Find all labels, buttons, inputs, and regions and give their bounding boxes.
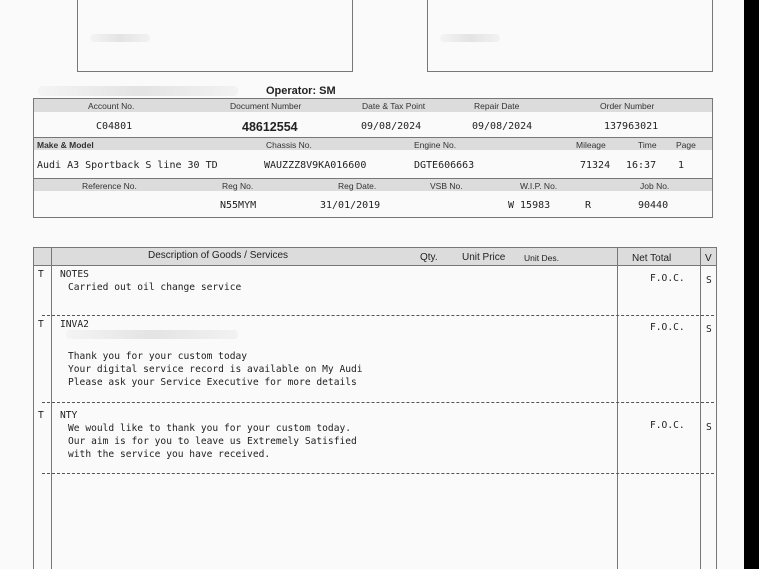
items-header-bar [34,248,716,265]
col-unit-des: Unit Des. [524,253,559,263]
value-account-no: C04801 [96,121,133,132]
item-title: INVA2 [60,319,89,330]
item-vat-code: S [706,275,712,286]
col-net-total: Net Total [632,253,672,264]
item-net-total: F.O.C. [650,322,685,333]
label-reg-no: Reg No. [222,181,254,191]
label-mileage: Mileage [576,140,606,150]
item-line: We would like to thank you for your custom today. [68,423,352,434]
label-date-tax-point: Date & Tax Point [362,101,426,111]
item-code: T [38,410,44,421]
label-time: Time [638,140,657,150]
label-job-no: Job No. [640,181,670,191]
col-description: Description of Goods / Services [148,250,289,261]
value-engine-no: DGTE606663 [414,160,475,171]
item-line: Our aim is for you to leave us Extremely Satisfied [68,436,357,447]
value-repair-date: 09/08/2024 [472,121,533,132]
row2-divider [33,137,713,138]
value-job-no: 90440 [638,200,669,211]
value-date-tax-point: 09/08/2024 [361,121,422,132]
label-engine-no: Engine No. [414,140,457,150]
label-document-number: Document Number [230,101,302,111]
value-wip-flag: R [585,200,592,211]
operator-label: Operator: SM [266,85,336,97]
item-code: T [38,269,44,280]
item-title: NOTES [60,269,89,280]
label-wip-no: W.I.P. No. [520,181,558,191]
label-order-number: Order Number [600,101,655,111]
label-make-model: Make & Model [37,140,94,150]
redacted-address-line [440,34,500,42]
value-mileage: 71324 [580,160,611,171]
value-document-number: 48612554 [242,120,298,134]
value-wip-no: W 15983 [508,200,551,211]
item-line: with the service you have received. [68,449,271,460]
label-reference-no: Reference No. [82,181,137,191]
item-title: NTY [60,410,78,421]
label-account-no: Account No. [88,101,135,111]
value-chassis-no: WAUZZZ8V9KA016600 [264,160,367,171]
item-vat-code: S [706,422,712,433]
col-qty: Qty. [420,252,438,263]
item-line: Carried out oil change service [68,282,242,293]
value-reg-no: N55MYM [220,200,257,211]
item-line: Please ask your Service Executive for more details [68,377,357,388]
redacted-dealer-name [38,86,238,96]
label-chassis-no: Chassis No. [266,140,312,150]
item-line: Your digital service record is available on My Audi [68,364,363,375]
item-code: T [38,319,44,330]
value-time: 16:37 [626,160,657,171]
redacted-address-line [90,34,150,42]
col-unit-price: Unit Price [462,252,506,263]
label-repair-date: Repair Date [474,101,520,111]
item-vat-code: S [706,324,712,335]
item-separator [42,473,714,474]
value-make-model: Audi A3 Sportback S line 30 TD [37,160,218,171]
items-header-divider [33,265,717,266]
value-order-number: 137963021 [604,121,659,132]
item-line: Thank you for your custom today [68,351,248,362]
row2-label-bar [34,138,712,150]
label-page: Page [676,140,696,150]
col-v: V [705,253,712,264]
value-page: 1 [678,160,685,171]
net-column-line-left [617,248,618,569]
code-column-line [51,248,52,569]
value-reg-date: 31/01/2019 [320,200,381,211]
items-table [33,247,717,569]
label-vsb-no: VSB No. [430,181,463,191]
net-column-line-right [700,248,701,569]
label-reg-date: Reg Date. [338,181,377,191]
item-net-total: F.O.C. [650,420,685,431]
item-separator [42,402,714,403]
redacted-item-detail [66,330,238,339]
item-separator [42,315,714,316]
item-net-total: F.O.C. [650,273,685,284]
